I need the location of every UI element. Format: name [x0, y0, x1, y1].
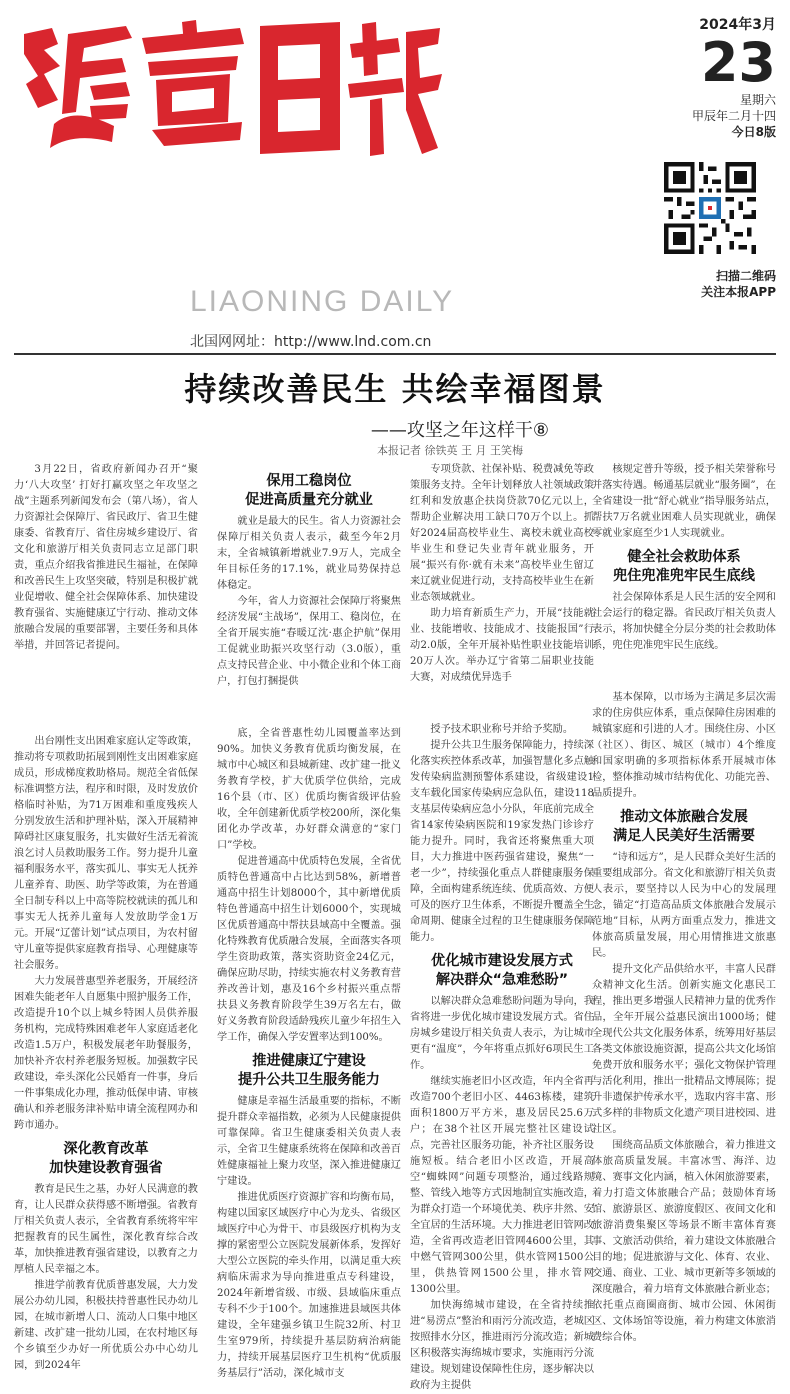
column-1: [14, 462, 198, 1374]
section-heading: 保用工稳岗位 促进高质量充分就业: [245, 473, 373, 508]
paragraph: 提升公共卫生服务保障能力，持续深化落实疾控体系改革，加强智慧化多点触发传染病监测预警体系建设，省级建设1支车载化国家传染病应急队伍，建设118支基层传染病应急小分队，年底前完成全省14家传染病医院和19家发热门诊诊疗能力提升。同时，我省还将聚焦重大项目，大力推进中医药强省建设，聚焦“一老一少”，持续强化重点人群健康服务保障，全面构建系统连续、优质高效、方便可及的医疗卫生体系，不断提升覆盖全生命周期、健康全过程的卫生健康服务保障能力。: [410, 740, 594, 943]
qr-caption-line2: 关注本报APP: [701, 285, 776, 299]
column-3: [410, 462, 594, 1394]
article-headline: 持续改善民生 共绘幸福图景: [184, 370, 606, 408]
day-number: 23: [700, 31, 776, 94]
lunar-date: 甲辰年二月十四: [691, 109, 776, 123]
qr-caption-line1: 扫描二维码: [715, 269, 776, 283]
paragraph: 助力培育新质生产力，开展“技能就业、技能增收、技能成才、技能报国”行动2.0版，全年开展补贴性职业技能培训20万人次。举办辽宁省第二届职业技能大赛，对成绩优异选手: [410, 608, 594, 683]
paragraph: 就业是最大的民生。省人力资源社会保障厅相关负责人表示，截至今年2月末，全省城镇新增就业7.9万人，完成全年目标任务的17.1%，就业局势保持总体稳定。: [217, 516, 401, 591]
paragraph: 加快海绵城市建设，在全省持续推进“易涝点”整治和雨污分流改造，老城区按照排水分区，推进雨污分流改造；新城区积极落实海绵城市要求，实施雨污分流建设。规划建设保障性住房，逐步解决以政府为主提供: [410, 1300, 594, 1391]
paragraph: 基本保障，以市场为主满足多层次需求的住房供应体系，重点保障住房困难的城镇家庭和引进的人才。围绕住房、小区（社区）、街区、城区（城市）4个维度和国家明确的多项指标体系开展城市体检，整体推动城市结构优化、功能完善、品质提升。: [592, 692, 776, 799]
website-address: 北国网网址：http://www.lnd.com.cn: [190, 334, 432, 350]
section-heading: 优化城市建设发展方式 解决群众“急难愁盼”: [431, 953, 573, 988]
page-count: 今日8版: [731, 125, 776, 139]
section-heading: 深化教育改革 加快建设教育强省: [49, 1141, 163, 1176]
masthead-divider: [14, 353, 776, 355]
section-heading: 推进健康辽宁建设 提升公共卫生服务能力: [238, 1053, 380, 1088]
paragraph: 专项贷款、社保补贴、税费减免等政策服务支持。全年计划释放人社领域政策红利和发放惠企扶岗贷款70亿元以上，帮助企业解决用工缺口70万个以上。抓好2024届高校毕业生、离校未就业高校毕业生和登记失业青年就业服务，开展“振兴有你·就有未来”高校毕业生留辽来辽就业促进行动，支持高校毕业生在新业态领域就业。: [410, 464, 594, 603]
paragraph: 健康是幸福生活最重要的指标，不断提升群众幸福指数，必须为人民健康提供可靠保障。省卫生健康委相关负责人表示，全省卫生健康系统将在保障和改善百姓健康福祉上聚力攻坚，深入推进健康辽宁建设。: [217, 1096, 401, 1187]
year-month: 2024年3月: [699, 17, 776, 33]
column-4: [592, 462, 776, 1346]
issue-date-box: [616, 14, 776, 140]
paragraph: 今年，省人力资源社会保障厅将聚焦经济发展“主战场”，保用工、稳岗位，在全省开展实施“春暖辽沈·惠企护航”保用工促就业助振兴攻坚行动（3.0版），重点支持民营企业、中小微企业和个体工商户，打包打捆提供: [217, 596, 401, 687]
paragraph: 大力发展普惠型养老服务，开展经济困难失能老年人自愿集中照护服务工作，改造提升10个以上城乡特困人员供养服务机构，完成特殊困难老年人家庭适老化改造1.5万户，积极发展老年助餐服务，加快补齐农村养老服务短板。加强数字民政建设，牵头深化公民婚育一件事，身后一件事集成化办理，推动低保申请、审核确认和养老服务津补贴申请全流程网办和跨市通办。: [14, 976, 198, 1131]
paragraph: 推进学前教育优质普惠发展，大力发展公办幼儿园，积极扶持普惠性民办幼儿园，在城市新增人口、流动人口集中地区新建、改扩建一批幼儿园，在农村地区每个乡镇至少办好一所优质公办中心幼儿园，到2024年: [14, 1280, 198, 1371]
paragraph: 提升文化产品供给水平，丰富人民群众精神文化生活。创新实施文化惠民工程，推出更多增强人民精神力量的优秀作品，全年开展公益惠民演出1000场；健全现代公共文化服务体系，统筹用好基层各类文体旅设施资源，提高公共文化场馆免费开放和服务水平；强化文物保护管理与活化利用，推出一批精品文博展陈；提升非遗保护传承水平，选取内容丰富、形式多样的非物质文化遗产项目进校园、进社区。: [592, 964, 776, 1135]
masthead-latin-title: LIAONING DAILY: [190, 285, 455, 318]
column-2: [217, 462, 401, 1382]
paragraph: 核规定普升等级，授予相关荣誉称号并落实待遇。畅通基层就业“服务圈”，在全省建设一批“舒心就业”指导服务站点，帮扶7万名就业困难人员实现就业，确保零就业家庭至少1人实现就业。: [592, 464, 776, 539]
section-heading: 健全社会救助体系 兜住兜准兜牢民生底线: [613, 549, 755, 584]
paragraph: 教育是民生之基，办好人民满意的教育，让人民群众获得感不断增强。省教育厅相关负责人表示，全省教育系统将牢牢把握教育的民生属性，深化教育综合改革，加快推进教育强省建设，以教育之力厚植人民幸福之本。: [14, 1184, 198, 1275]
qr-caption: [636, 268, 776, 300]
paragraph: 继续实施老旧小区改造，年内全省再改造700个老旧小区、4463栋楼，建筑面积1800万平方米，惠及居民25.6万户；在38个社区开展完整社区建设试点，完善社区服务功能，补齐社区服务设施短板。结合老旧小区改造，开展高空“蜘蛛网”问题专项整治，通过线路规整、管线入地等方式因地制宜实施改造，为群众打造一个环境优美、秩序井然、安全宜居的生活环境。大力推进老旧管网改造，全省再改造老旧管网4600公里，其中燃气管网300公里，供水管网1500公里，供热管网1500公里，排水管网1300公里。: [410, 1076, 594, 1295]
paragraph: 社会保障体系是人民生活的安全网和社会运行的稳定器。省民政厅相关负责人表示，将加快健全分层分类的社会救助体系，兜住兜准兜牢民生底线。: [592, 592, 776, 651]
section-heading: 推动文体旅融合发展 满足人民美好生活需要: [613, 809, 755, 844]
masthead-logo: [14, 14, 444, 164]
weekday: 星期六: [739, 93, 776, 107]
paragraph: 促进普通高中优质特色发展，全省优质特色普通高中占比达到58%，新增普通高中招生计划8000个，其中新增优质特色普通高中招生计划6000个，实现城区优质普通高中帮扶县域高中全覆盖。强化特殊教育优质融合发展，全面落实各项学生资助政策，落实资助资金24亿元，确保应助尽助，持续实施农村义务教育营养改善计划，惠及16个乡村振兴重点帮扶县义务教育阶段学生39万名左右，做好义务教育阶段适龄残疾儿童少年招生入学工作，确保入学安置率达到100%。: [217, 856, 401, 1043]
paragraph: 以解决群众急难愁盼问题为导向，我省将进一步优化城市建设发展方式。省住房城乡建设厅相关负责人表示，为让城市更有“温度”，今年将重点抓好6项民生工作。: [410, 996, 594, 1071]
article-subheadline: ——攻坚之年这样干⑧: [370, 420, 550, 441]
paragraph: 推进优质医疗资源扩容和均衡布局，构建以国家区域医疗中心为龙头、省级区域医疗中心为骨干、市县级医疗机构为支撑的紧密型公立医院发展新体系，发挥好大型公立医院的牵头作用，以满足重大疾病临床需求为导向推进重点专科建设，2024年新增省级、市级、县域临床重点专科不少于100个。加速推进县域医共体建设，全年建强乡镇卫生院32所、村卫生室979所，持续提升基层防病治病能力，持续开展基层医疗卫生机构“优质服务基层行”活动，深化城市支: [217, 1192, 401, 1379]
paragraph: 围绕高品质文体旅融合，着力推进文体旅高质量发展。丰富冰雪、海洋、边境、赛事文化内涵，植入休闲旅游要素，着力打造文体旅融合产品；鼓励体育场馆、旅游景区、旅游度假区、夜间文化和旅游消费集聚区等场景不断丰富体育赛事、文旅活动供给，着力建设文体旅融合目的地；促进旅游与文化、体育、农业、交通、商业、工业、城市更新等多领域的深度融合，着力培育文体旅融合新业态；依托重点商圈商街、城市公园、休闲街区、文体场馆等设施，着力构建文体旅消费综合体。: [592, 1140, 776, 1343]
paragraph: 授予技术职业称号并给予奖励。: [430, 724, 574, 735]
qr-code-icon[interactable]: [664, 162, 756, 254]
paragraph: 3月22日，省政府新闻办召开“聚力‘八大攻坚’ 打好打赢攻坚之年攻坚之战”主题系列新闻发布会（第八场），省人力资源社会保障厅、省民政厅、省卫生健康委、省教育厅、省住房城乡建设厅、省文化和旅游厅相关负责同志立足部门职责，重点介绍我省推进民生福祉，在保障和改善民生上攻坚突破，特别是积极扩就业促增收、健全社会保障体系、加快建设教育强省、实施健康辽宁行动、推动文体旅融合发展的重要部署，主要任务和具体举措，并回答记者提问。: [14, 464, 198, 651]
paragraph: 底，全省普惠性幼儿园覆盖率达到90%。加快义务教育优质均衡发展，在城市中心城区和县城新建、改扩建一批义务教育学校，扩大优质学位供给，完成16个县（市、区）优质均衡省级评估验收，全年创建新优质学校200所，深化集团化办学改革，办好群众满意的“家门口”学校。: [217, 728, 401, 851]
paragraph: 出台刚性支出困难家庭认定等政策，推动将专项救助拓展到刚性支出困难家庭成员，形成梯度救助格局。规范全省低保标准调整方法，程序和时限，及时发放价格临时补贴，为71万困难和重度残疾人分别发放生活和护理补贴，深入开展精神障碍社区康复服务，扎实做好生活无着流浪乞讨人员救助服务工作。努力提升儿童福利服务水平，落实孤儿、事实无人抚养儿童养育、助医、助学等政策，为在普通全日制专科以上中高等院校就读的孤儿和事实无人抚养儿童每人发放助学金1万元。开展“辽蕾计划”试点项目，为农村留守儿童等提供家庭教育指导、心理健康等社会服务。: [14, 736, 198, 971]
article-body: [14, 462, 776, 1391]
article-byline: 本报记者 徐铁英 王 月 王笑梅: [377, 444, 523, 457]
paragraph: “诗和远方”，是人民群众美好生活的重要组成部分。省文化和旅游厅相关负责人表示，要坚持以人民为中心的发展理念，锚定“打造高品质文体旅融合发展示范地”目标，从两方面重点发力，推进文体旅高质量发展，用心用情推进文旅惠民。: [592, 852, 776, 959]
